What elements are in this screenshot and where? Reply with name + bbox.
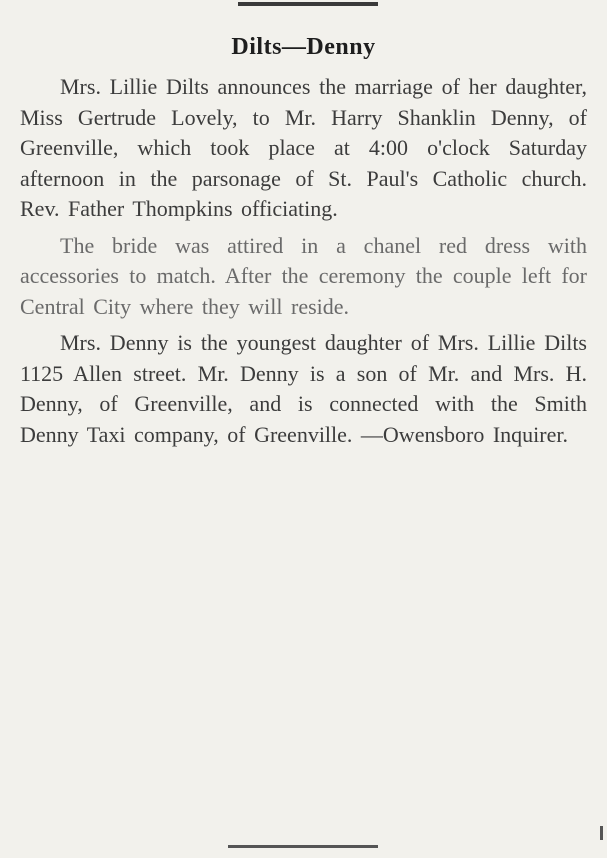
top-divider-rule bbox=[238, 2, 378, 6]
article-body bbox=[20, 72, 587, 456]
paragraph-attire: The bride was attired in a chanel red dress with accessories to match. After the ceremony the couple left for Central City where they will reside. bbox=[20, 232, 587, 319]
paragraph-announcement: Mrs. Lillie Dilts announces the marriage of her daughter, Miss Gertrude Lovely, to Mr. Harry Shanklin Denny, of Greenville, which took place at 4:00 o'clock Saturday afternoon in the parsonage of St. Paul's Catholic church. Rev. Father Thompkins officiating. bbox=[20, 74, 587, 221]
article-headline: Dilts—Denny bbox=[231, 34, 376, 60]
paragraph-family: Mrs. Denny is the youngest daughter of Mrs. Lillie Dilts 1125 Allen street. Mr. Denny is a son of Mr. and Mrs. H. Denny, of Greenville, and is connected with the Smith Denny Taxi company, of Greenville. —Owensboro Inquirer. bbox=[20, 330, 587, 447]
edge-mark bbox=[600, 826, 603, 840]
bottom-divider-rule bbox=[228, 845, 378, 848]
